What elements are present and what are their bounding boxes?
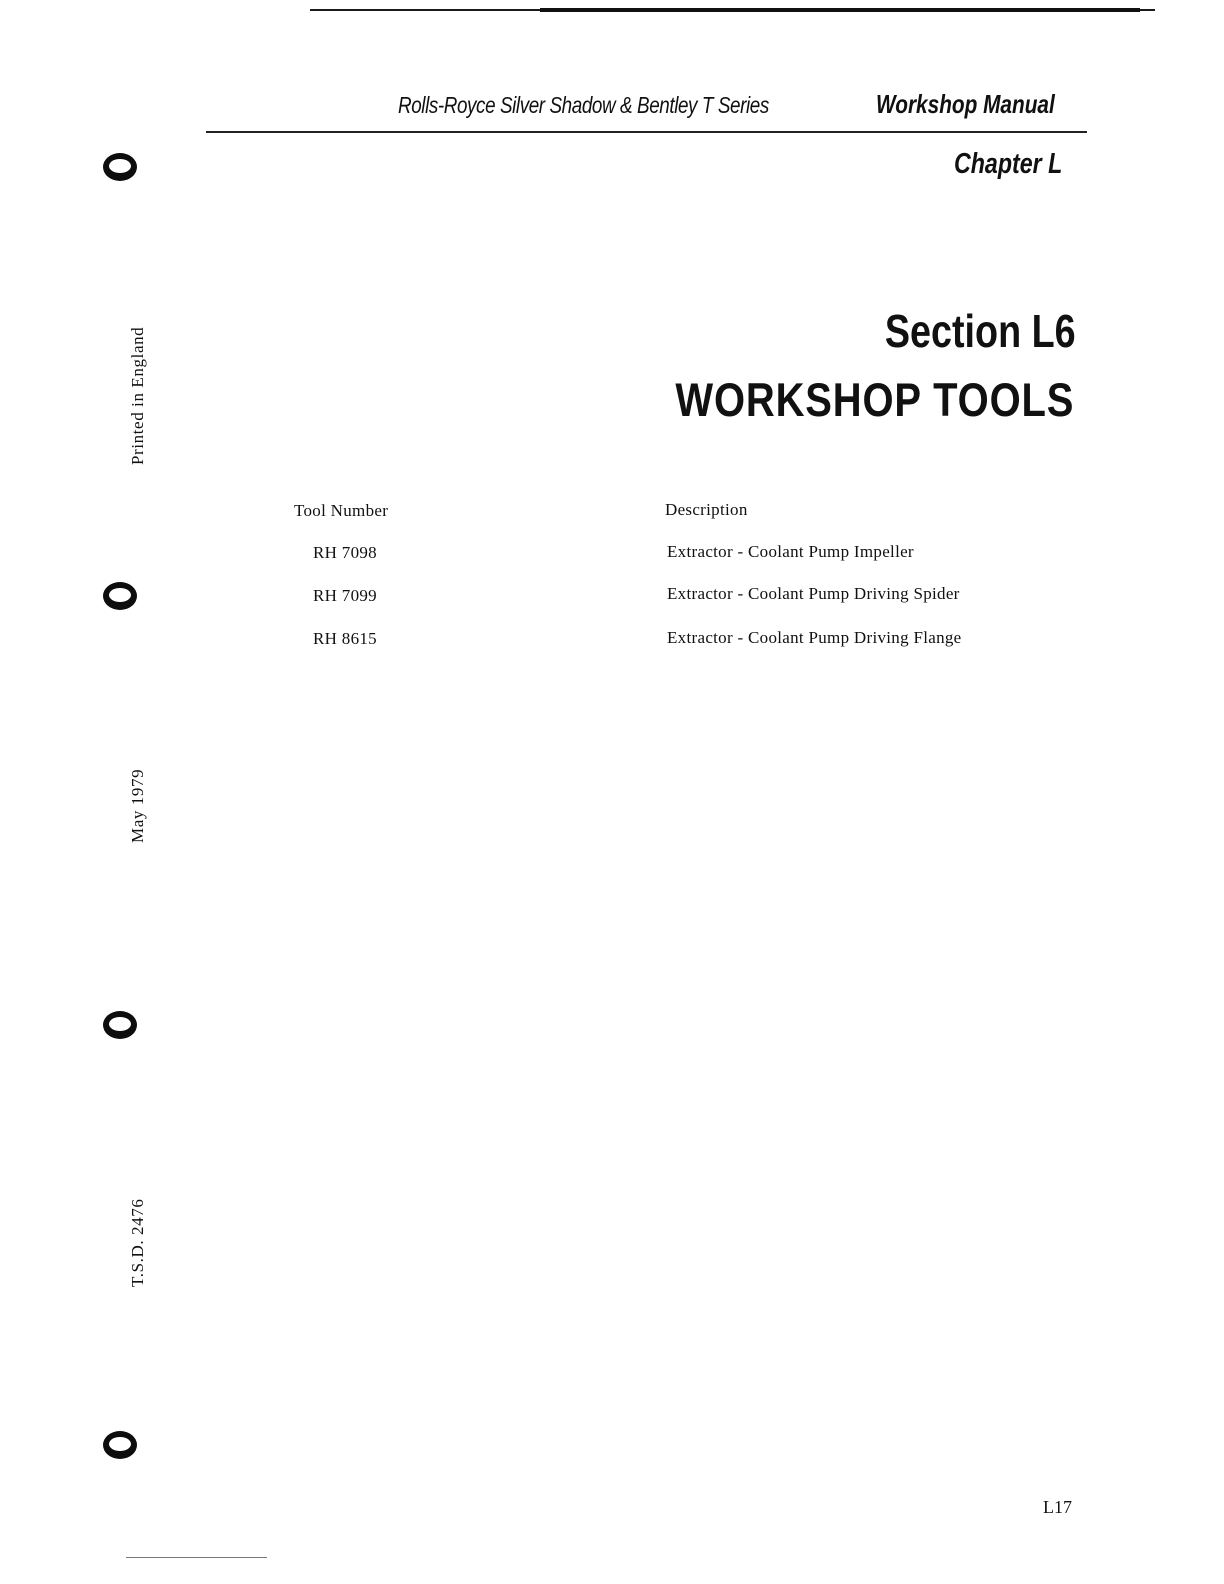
manual-title: Rolls-Royce Silver Shadow & Bentley T Series bbox=[398, 92, 769, 118]
binder-hole-icon bbox=[103, 582, 137, 610]
bottom-rule bbox=[126, 1557, 267, 1558]
header-rule bbox=[206, 131, 1087, 133]
chapter-heading: Chapter L bbox=[954, 148, 1063, 180]
manual-label: Workshop Manual bbox=[876, 89, 1055, 119]
section-number: Section L6 bbox=[885, 305, 1076, 357]
printed-in-note: Printed in England bbox=[128, 326, 147, 465]
binder-hole-icon bbox=[103, 1431, 137, 1459]
page-number: L17 bbox=[1043, 1497, 1072, 1517]
tool-number-header: Tool Number bbox=[294, 501, 389, 520]
description-cell: Extractor - Coolant Pump Driving Flange bbox=[667, 628, 962, 647]
print-date-note: May 1979 bbox=[128, 768, 147, 843]
tool-number-cell: RH 8615 bbox=[313, 629, 377, 648]
description-header: Description bbox=[665, 500, 748, 519]
description-cell: Extractor - Coolant Pump Impeller bbox=[667, 542, 914, 561]
tsd-reference-note: T.S.D. 2476 bbox=[128, 1198, 147, 1287]
description-cell: Extractor - Coolant Pump Driving Spider bbox=[667, 584, 960, 603]
section-title: WORKSHOP TOOLS bbox=[675, 373, 1074, 426]
top-scan-rule-thick bbox=[540, 8, 1140, 12]
tool-number-cell: RH 7099 bbox=[313, 586, 377, 605]
binder-hole-icon bbox=[103, 153, 137, 181]
tool-number-cell: RH 7098 bbox=[313, 543, 377, 562]
binder-hole-icon bbox=[103, 1011, 137, 1039]
